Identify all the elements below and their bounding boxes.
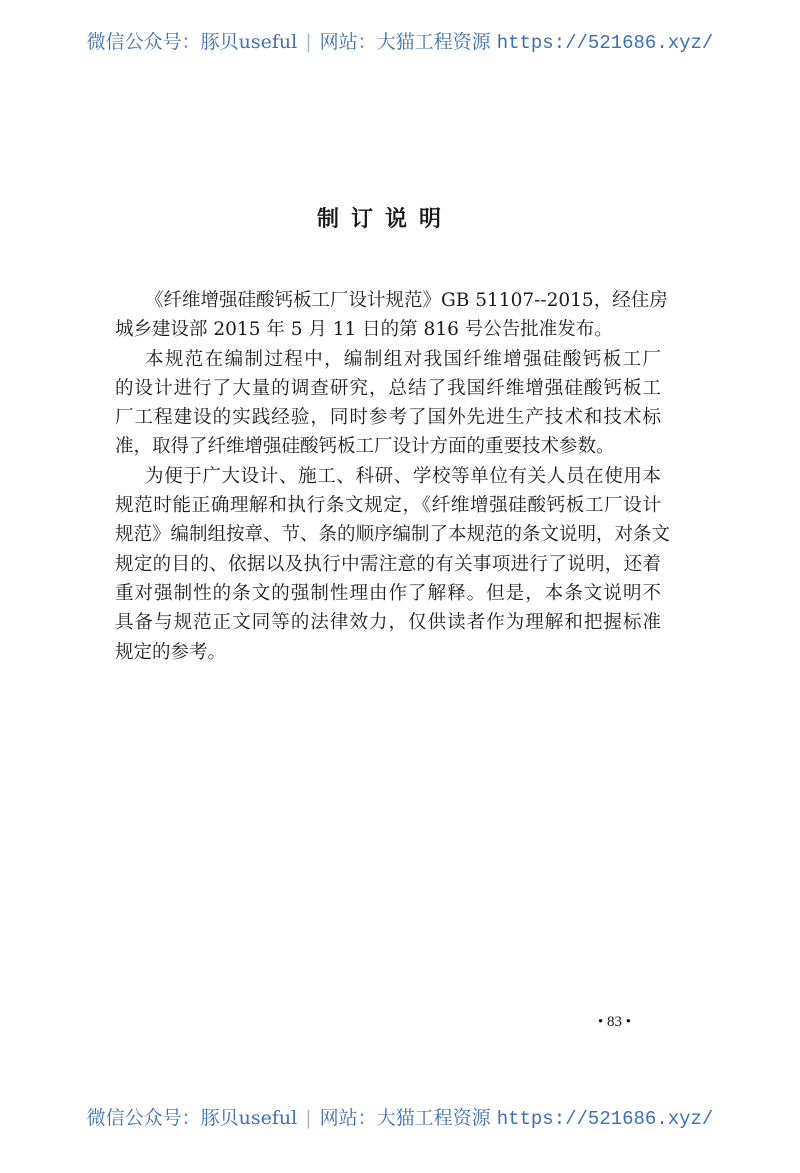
text-line: 厂工程建设的实践经验，同时参考了国外先进生产技术和技术标 — [115, 407, 661, 429]
text-line: 规范》编制组按章、节、条的顺序编制了本规范的条文说明，对条文 — [115, 524, 671, 546]
text-line: 为便于广大设计、施工、科研、学校等单位有关人员在使用本 — [145, 465, 661, 487]
text-line: 的设计进行了大量的调查研究，总结了我国纤维增强硅酸钙板工 — [115, 377, 661, 399]
watermark-separator: | — [305, 1107, 312, 1129]
watermark-footer — [0, 1103, 800, 1130]
text-line: 城乡建设部 2015 年 5 月 11 日的第 816 号公告批准发布。 — [115, 319, 613, 341]
text-line: 重对强制性的条文的强制性理由作了解释。但是，本条文说明不 — [115, 582, 661, 604]
paragraph — [115, 345, 661, 462]
document-body — [115, 286, 671, 667]
watermark-site-label: 网站：大猫工程资源 — [319, 1107, 491, 1129]
text-line: 规定的目的、依据以及执行中需注意的有关事项进行了说明，还着 — [115, 553, 661, 575]
watermark-header — [0, 27, 800, 54]
paragraph — [115, 462, 671, 667]
paragraph — [115, 286, 668, 345]
watermark-separator: | — [305, 31, 312, 53]
watermark-url[interactable]: https://521686.xyz/ — [496, 32, 714, 54]
watermark-url[interactable]: https://521686.xyz/ — [496, 1108, 714, 1130]
text-line: 《纤维增强硅酸钙板工厂设计规范》GB 51107--2015，经住房 — [145, 290, 668, 311]
watermark-wechat: 微信公众号：豚贝useful — [86, 31, 298, 53]
watermark-site-label: 网站：大猫工程资源 — [319, 31, 491, 53]
text-line: 本规范在编制过程中，编制组对我国纤维增强硅酸钙板工厂 — [145, 348, 661, 370]
text-line: 规定的参考。 — [115, 641, 227, 663]
page-number: • 83 • — [598, 1014, 632, 1030]
text-line: 准，取得了纤维增强硅酸钙板工厂设计方面的重要技术参数。 — [115, 436, 615, 458]
watermark-wechat: 微信公众号：豚贝useful — [86, 1107, 298, 1129]
page-title: 制订说明 — [316, 207, 453, 232]
text-line: 具备与规范正文同等的法律效力，仅供读者作为理解和把握标准 — [115, 612, 661, 634]
text-line: 规范时能正确理解和执行条文规定，《纤维增强硅酸钙板工厂设计 — [115, 495, 661, 517]
